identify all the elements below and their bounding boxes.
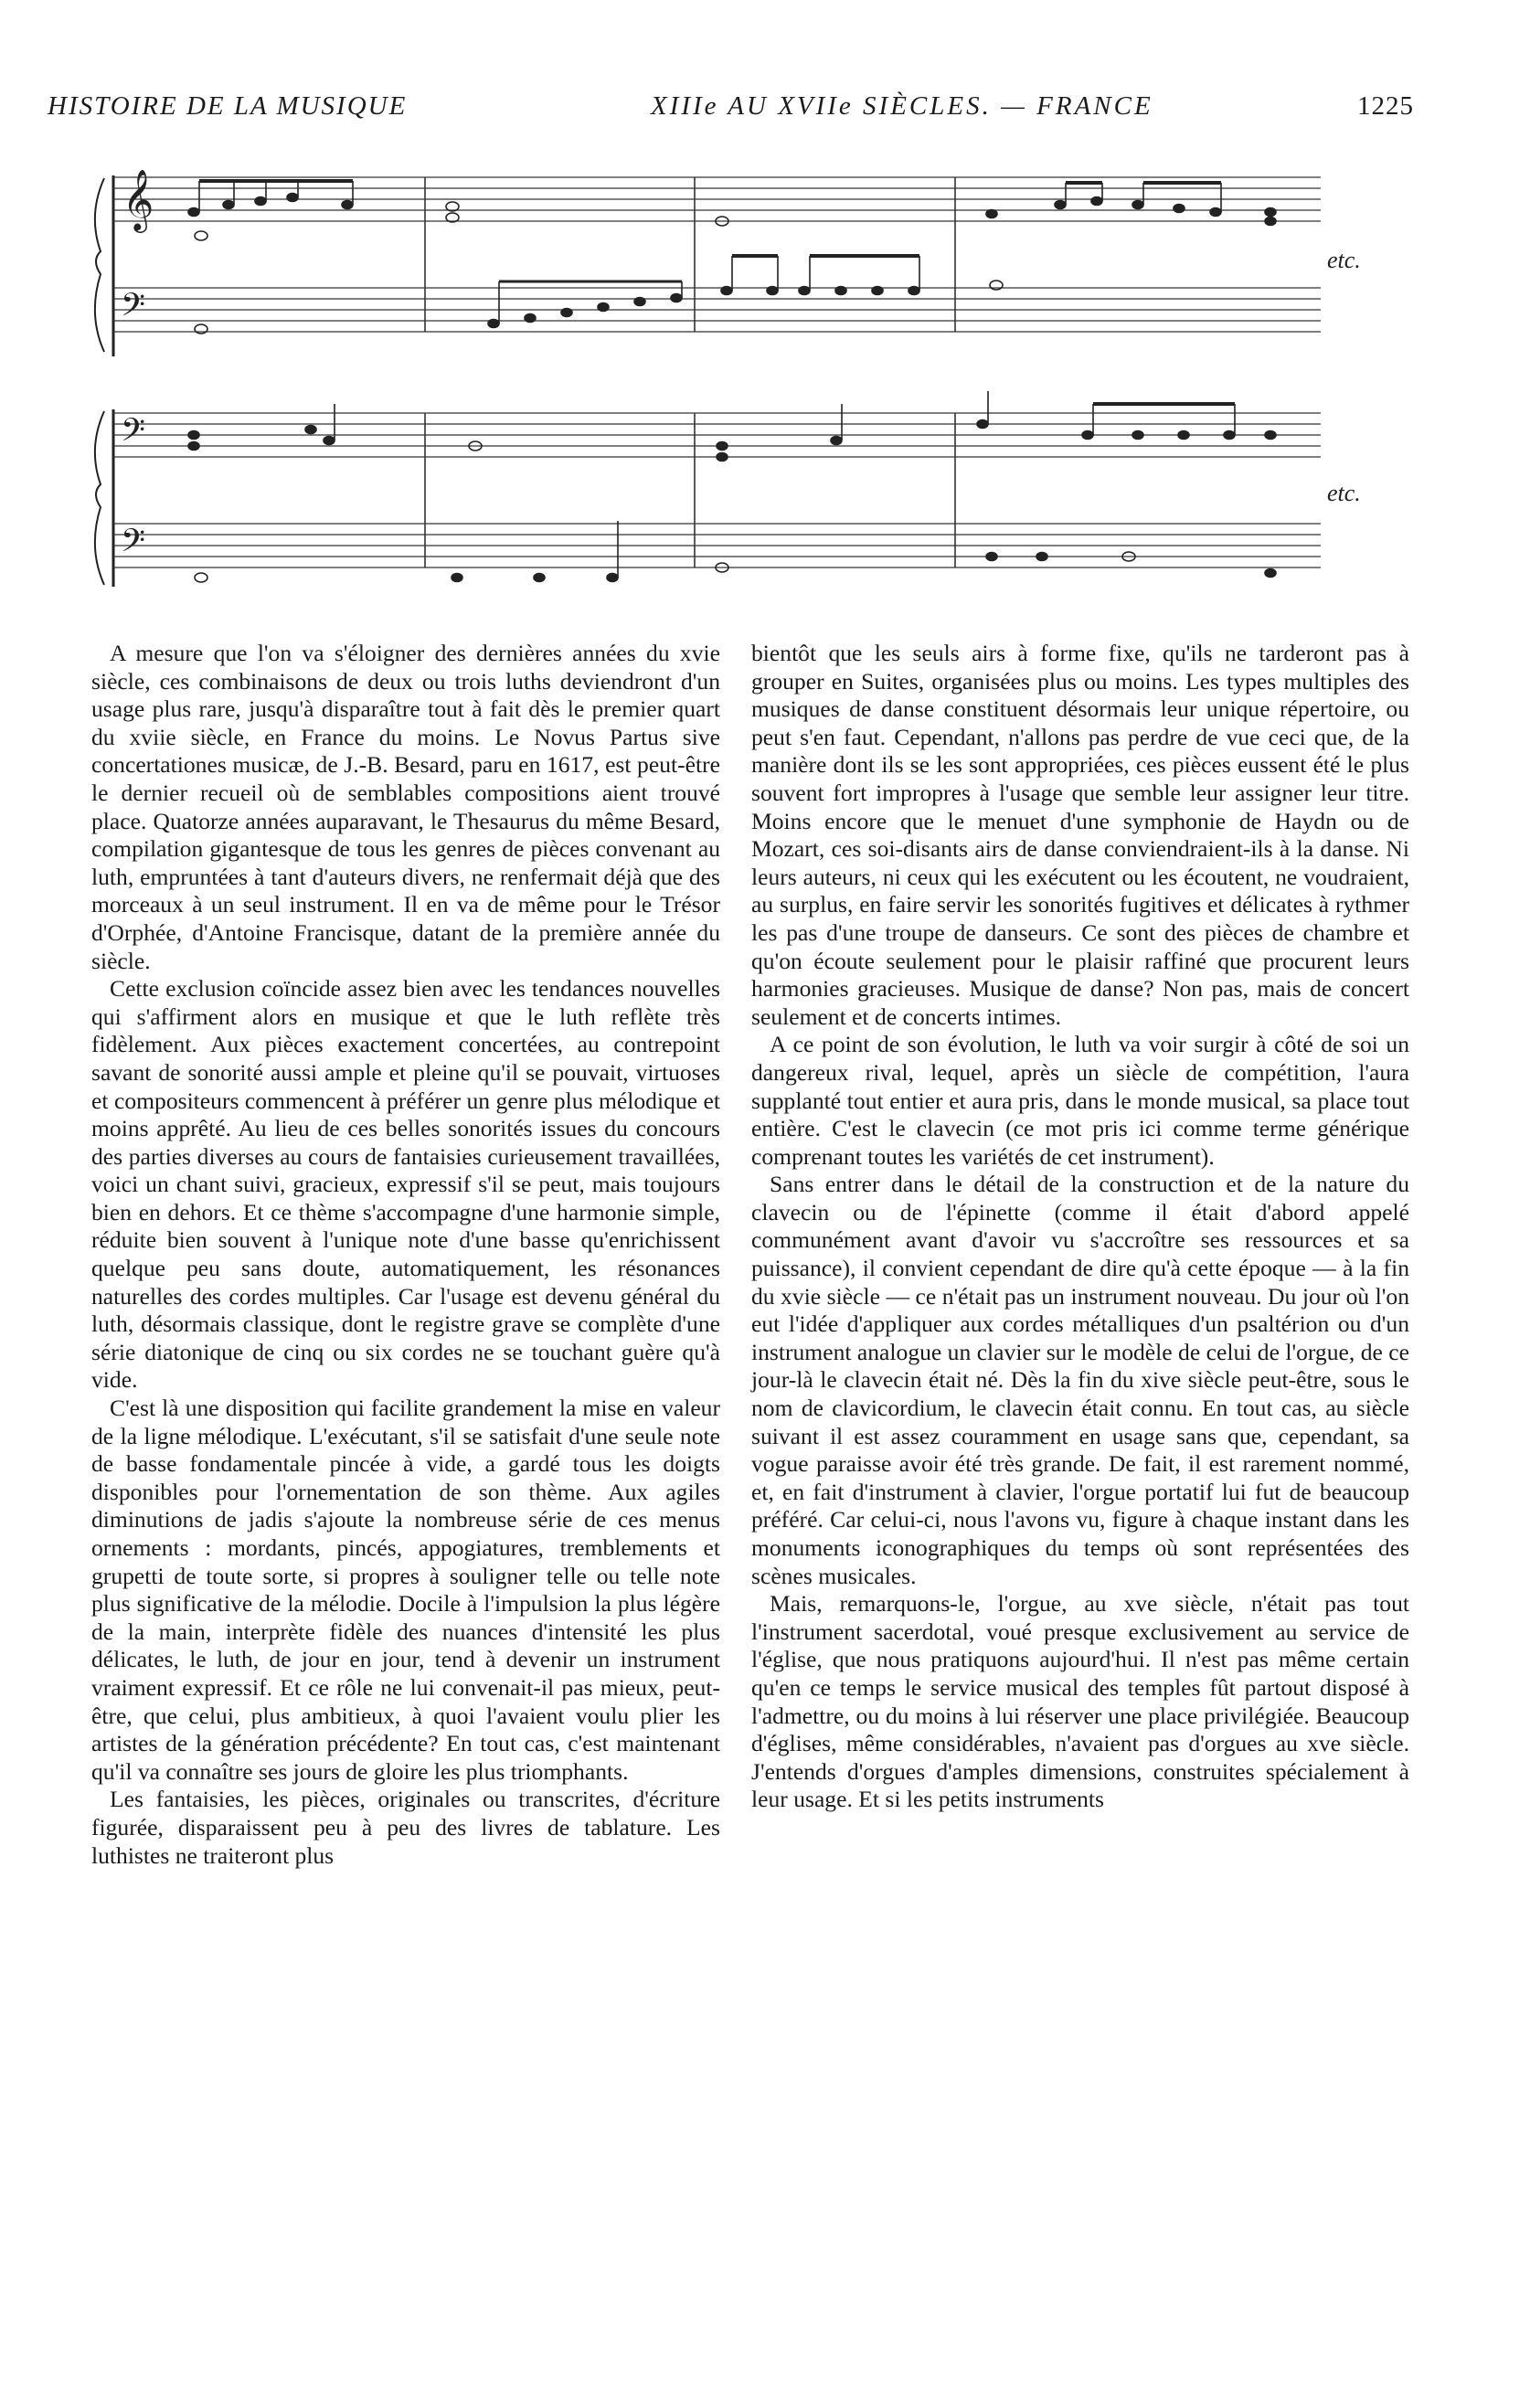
etc-label-top: etc. xyxy=(1327,247,1361,273)
header-period: XIIIe AU XVIIe SIÈCLES. — FRANCE xyxy=(651,91,1153,121)
bar-lines xyxy=(425,177,955,568)
brace-bottom xyxy=(95,411,104,585)
paragraph: Cette exclusion coïncide assez bien avec les tendances nouvelles qui s'affirment alors en musique et que le luth reflète très fidèlement. Aux pièces exactement concertées, au contrepoint savant de sonorité aussi ample et pleine qu'il se pouvait, virtuoses et compositeurs commencent à préférer un genre plus mélodique et moins apprêté. Au lieu de ces belles sonorités issues du concours des parties diverses au cours de fantaisies curieusement travaillées, voici un chant suivi, gracieux, expressif s'il se peut, mais toujours bien en dehors. Et ce thème s'accompagne d'une harmonie simple, réduite bien souvent à l'unique note d'une basse qu'enrichissent quelque peu sans doute, automatiquement, les résonances naturelles des cordes multiples. Car l'usage est devenu général du luth, désormais classique, dont le registre grave se complète d'une série diatonique de cinq ou six cordes ne se touchant guère qu'à vide. xyxy=(91,975,720,1394)
paragraph: A ce point de son évolution, le luth va voir surgir à côté de soi un dangereux rival, lequel, après un siècle de compétition, l'aura supplanté tout entier et aura pris, dans le monde musical, sa place tout entière. C'est le clavecin (ce mot pris ici comme terme générique comprenant toutes les variétés de cet instrument). xyxy=(751,1031,1409,1170)
musical-score xyxy=(91,164,1398,594)
paragraph: bientôt que les seuls airs à forme fixe, qu'ils ne tarderont pas à grouper en Suites, organisées plus ou moins. Les types multiples des musiques de danse constituent désormais leur unique répertoire, ou peut s'en faut. Cependant, n'allons pas perdre de vue ceci que, de la manière dont ils se les sont appropriées, ces pièces eussent été le plus souvent fort impropres à l'usage que semble leur assigner leur titre. Moins encore que le menuet d'une symphonie de Haydn ou de Mozart, ces soi-disants airs de danse conviendraient-ils à la danse. Ni leurs auteurs, ni ceux qui les exécutent ou les écoutent, ne voudraient, au surplus, en faire servir les sonorités fugitives et délicates à rythmer les pas d'une troupe de danseurs. Ce sont des pièces de chambre et qu'on écoute seulement pour le plaisir raffiné que procurent leurs harmonies gracieuses. Musique de danse? Non pas, mais de concert seulement et de concerts intimes. xyxy=(751,640,1409,1030)
right-column xyxy=(751,640,1409,1814)
bass-clef-icon: 𝄢 xyxy=(121,411,146,456)
header-title: HISTOIRE DE LA MUSIQUE xyxy=(48,91,408,121)
bass-clef-icon: 𝄢 xyxy=(121,286,146,331)
left-column xyxy=(91,640,720,1870)
staff-lines xyxy=(113,177,1321,568)
running-header xyxy=(48,91,1414,130)
brace-top xyxy=(95,178,104,352)
page-number: 1225 xyxy=(1357,91,1414,121)
paragraph: C'est là une disposition qui facilite grandement la mise en valeur de la ligne mélodique. L'exécutant, s'il se satisfait d'une seule note de basse fondamentale pincée à vide, a gardé tous les doigts disponibles pour l'ornementation de son thème. Aux agiles diminutions de jadis s'ajoute la nombreuse série de ces menus ornements : mordants, pincés, appogiatures, tremblements et grupetti de toute sorte, si propres à souligner telle ou telle note plus significative de la mélodie. Docile à l'impulsion la plus légère de la main, interprète fidèle des nuances d'intensité les plus délicates, le luth, de jour en jour, tend à devenir un instrument vraiment expressif. Et ce rôle ne lui convenait-il pas mieux, peut-être, que celui, plus ambitieux, à quoi l'avaient voulu plier les artistes de la génération précédente? En tout cas, c'est maintenant qu'il va connaître ses jours de gloire les plus triomphants. xyxy=(91,1395,720,1785)
treble-clef-icon: 𝄞 xyxy=(122,168,154,230)
bass-clef-icon: 𝄢 xyxy=(121,522,146,567)
etc-label-bottom: etc. xyxy=(1327,480,1361,506)
paragraph: Les fantaisies, les pièces, originales ou transcrites, d'écriture figurée, disparaissent peu à peu des livres de tablature. Les luthistes ne traiteront plus xyxy=(91,1786,720,1869)
paragraph: Sans entrer dans le détail de la construction et de la nature du clavecin ou de l'épinette (comme il était d'abord appelé communément avant d'avoir vu s'accroître ses ressources et sa puissance), il convient cependant de dire qu'à cette époque — à la fin du xvie siècle — ce n'était pas un instrument nouveau. Du jour où l'on eut l'idée d'appliquer aux cordes métalliques d'un psaltérion ou d'un instrument analogue un clavier sur le modèle de celui de l'orgue, de ce jour-là le clavecin était né. Dès la fin du xive siècle peut-être, sous le nom de clavicordium, le clavecin était connu. En tout cas, au siècle suivant il est assez couramment en usage sans que, cependant, sa vogue paraisse avoir été très grande. De fait, il est rarement nommé, et, en fait d'instrument à clavier, l'orgue portatif lui fut de beaucoup préféré. Car celui-ci, nous l'avons vu, figure à chaque instant dans les monuments iconographiques du temps où sont représentées des scènes musicales. xyxy=(751,1171,1409,1589)
paragraph: Mais, remarquons-le, l'orgue, au xve siècle, n'était pas tout l'instrument sacerdotal, voué presque exclusivement au service de l'église, que nous pratiquons aujourd'hui. Il n'est pas même certain qu'en ce temps le service musical des temples fût partout disposé à l'admettre, ou du moins à lui réserver une place privilégiée. Beaucoup d'églises, même considérables, n'avaient pas d'orgues au xve siècle. J'entends d'orgues d'amples dimensions, construites spécialement à leur usage. Et si les petits instruments xyxy=(751,1590,1409,1813)
paragraph: A mesure que l'on va s'éloigner des dernières années du xvie siècle, ces combinaisons de deux ou trois luths deviendront d'un usage plus rare, jusqu'à disparaître tout à fait dès le premier quart du xviie siècle, en France du moins. Le Novus Partus sive concertationes musicæ, de J.-B. Besard, paru en 1617, est peut-être le dernier recueil où de semblables compositions aient trouvé place. Quatorze années auparavant, le Thesaurus du même Besard, compilation gigantesque de tous les genres de pièces convenant au luth, empruntées à tant d'auteurs divers, ne renfermait déjà que des morceaux à un seul instrument. Il en va de même pour le Trésor d'Orphée, d'Antoine Francisque, datant de la première année du siècle. xyxy=(91,640,720,974)
notes xyxy=(188,181,1276,582)
